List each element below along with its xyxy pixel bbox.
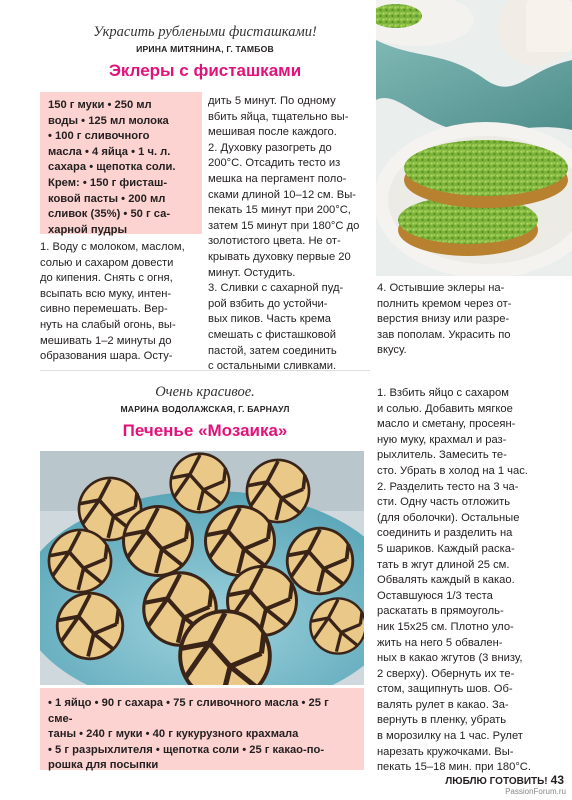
step-line: пекать 15–18 мин. при 180°С. [377, 761, 531, 774]
step-line: 2 сверху). Обернуть их те- [377, 667, 515, 680]
step-line: смешать с фисташковой [208, 328, 336, 341]
step-line: рой взбить до устойчи- [208, 297, 328, 310]
step-line: ник 15х25 см. Плотно уло- [377, 620, 514, 633]
step-line: пекать 15 минут при 200°С, [208, 204, 351, 217]
ingredient-line: сливок (35%) • 50 г са- [48, 208, 171, 221]
recipe1-step-column-3 [377, 281, 547, 359]
step-line: мешивать 1–2 минуты до [40, 334, 172, 347]
step-line: золотистого цвета. Не от- [208, 235, 341, 248]
eclairs-illustration [376, 0, 572, 276]
ingredient-line: таны • 240 г муки • 40 г кукурузного крахмала [48, 728, 299, 741]
step-line: крывать духовку первые 20 [208, 250, 351, 263]
step-line: всыпать всю муку, интен- [40, 287, 172, 300]
step-line: минут. Остудить. [208, 266, 296, 279]
mosaic-cookies-photo [40, 451, 364, 685]
step-line: валять рулет в какао. За- [377, 698, 509, 711]
watermark: PassionForum.ru [505, 787, 566, 796]
step-line: 4. Остывшие эклеры на- [377, 282, 505, 294]
step-line: верстия внизу или разре- [377, 313, 510, 326]
recipe1-step-column-1 [40, 240, 205, 365]
mosaic-cookies-illustration [40, 451, 364, 685]
step-line: солью и сахаром довести [40, 256, 174, 269]
step-line: 200°С. Отсадить тесто из [208, 157, 341, 170]
ingredient-line: • 100 г сливочного [48, 130, 150, 143]
step-line: вкусу. [377, 344, 407, 357]
step-line: с остальными сливками. [208, 360, 337, 373]
recipe1-author: ИРИНА МИТЯНИНА, Г. ТАМБОВ [136, 44, 274, 54]
step-line: тать в жгут длиной 25 см. [377, 558, 510, 571]
step-line: сивно перемешать. Вер- [40, 303, 168, 316]
step-line: мешка на пергамент поло- [208, 172, 347, 185]
step-line: масло и сметану, просеян- [377, 418, 516, 431]
ingredient-line: рошка для посыпки [48, 759, 159, 772]
recipe1-tagline: Украсить рублеными фисташками! [93, 24, 317, 40]
step-line: 1. Взбить яйцо с сахаром [377, 387, 509, 399]
ingredient-line: сахара • щепотка соли. [48, 161, 176, 174]
ingredient-line: Крем: • 150 г фисташ- [48, 176, 168, 189]
step-line: нарезать кружочками. Вы- [377, 745, 514, 758]
recipe2-tagline: Очень красивое. [155, 384, 255, 400]
step-line: затем 15 минут при 180°С до [208, 219, 360, 232]
ingredient-line: • 5 г разрыхлителя • щепотка соли • 25 г какао-по- [48, 743, 325, 756]
page-footer [445, 773, 564, 787]
page-number: 43 [550, 773, 564, 787]
recipe2-step-column [377, 386, 557, 776]
step-line: 1. Воду с молоком, маслом, [40, 241, 185, 253]
step-line: ных в какао жгутов (3 внизу, [377, 652, 523, 665]
step-line: сти. Одну часть отложить [377, 496, 511, 509]
section-divider [40, 370, 370, 371]
step-line: вернуть в пленку, убрать [377, 714, 507, 727]
step-line: 5 шариков. Каждый раска- [377, 542, 515, 555]
step-line: (для оболочки). Остальные [377, 511, 520, 524]
recipe2-ingredients [40, 688, 364, 770]
step-line: полнить кремом через от- [377, 297, 512, 310]
step-line: сто. Убрать в холод на 1 час. [377, 464, 528, 477]
step-line: пастой, затем соединить [208, 344, 337, 357]
step-line: раскатать в прямоуголь- [377, 605, 504, 618]
step-line: нуть на слабый огонь, вы- [40, 318, 176, 331]
step-line: жить на него 5 обвален- [377, 636, 503, 649]
step-line: мешивая после каждого. [208, 126, 337, 139]
step-line: 2. Разделить тесто на 3 ча- [377, 480, 519, 493]
ingredient-line: масла • 4 яйца • 1 ч. л. [48, 145, 171, 158]
step-line: до кипения. Снять с огня, [40, 272, 173, 285]
ingredient-line: ковой пасты • 200 мл [48, 192, 166, 205]
ingredient-line: • 1 яйцо • 90 г сахара • 75 г сливочного масла • 25 г сме- [48, 697, 329, 725]
step-line: 3. Сливки с сахарной пуд- [208, 282, 344, 295]
recipe1-ingredients [40, 92, 202, 234]
ingredient-line: 150 г муки • 250 мл [48, 99, 152, 111]
step-line: стом, защипнуть шов. Об- [377, 683, 513, 696]
step-line: рыхлитель. Замесить те- [377, 449, 507, 462]
recipe2-title: Печенье «Мозаика» [122, 421, 288, 440]
recipe2-author: МАРИНА ВОДОЛАЖСКАЯ, Г. БАРНАУЛ [120, 404, 290, 414]
step-line: Обвалять каждый в какао. [377, 574, 515, 587]
step-line: и солью. Добавить мягкое [377, 402, 513, 415]
step-line: вбить яйца, тщательно вы- [208, 110, 349, 123]
step-line: образования шара. Осту- [40, 350, 173, 363]
step-line: 2. Духовку разогреть до [208, 141, 332, 154]
eclairs-photo [376, 0, 572, 276]
recipe1-title: Эклеры с фисташками [108, 61, 302, 80]
ingredient-line: харной пудры [48, 223, 128, 236]
step-line: зав пополам. Украсить по [377, 328, 511, 341]
step-line: ную муку, крахмал и раз- [377, 433, 507, 446]
step-line: вых пиков. Часть крема [208, 313, 331, 326]
ingredient-line: воды • 125 мл молока [48, 114, 169, 127]
step-line: в морозилку на 1 час. Рулет [377, 730, 523, 743]
magazine-name: ЛЮБЛЮ ГОТОВИТЬ! [445, 776, 548, 787]
step-line: соединить и разделить на [377, 527, 513, 540]
step-line: сками длиной 10–12 см. Вы- [208, 188, 357, 201]
recipe1-step-column-2 [208, 94, 373, 375]
step-line: дить 5 минут. По одному [208, 95, 336, 107]
step-line: Оставшуюся 1/3 теста [377, 589, 493, 602]
